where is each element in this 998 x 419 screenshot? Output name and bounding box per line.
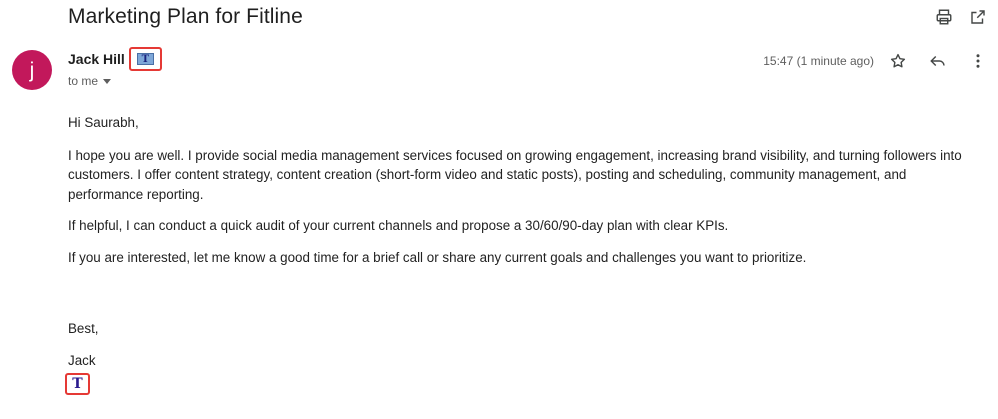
avatar[interactable] <box>12 50 52 90</box>
more-vert-icon[interactable] <box>968 51 988 71</box>
email-subject: Marketing Plan for Fitline <box>68 5 303 28</box>
email-body <box>68 113 978 382</box>
signature-badge-glyph: T <box>72 376 83 392</box>
body-paragraph-2: If helpful, I can conduct a quick audit of your current channels and propose a 30/60/90-day plan with clear KPIs. <box>68 218 729 233</box>
spacer <box>68 279 978 319</box>
recipient-details-toggle[interactable] <box>68 74 111 88</box>
open-in-new-window-icon[interactable] <box>968 7 988 27</box>
message-actions <box>888 51 988 71</box>
body-paragraph-3: If you are interested, let me know a good time for a brief call or share any current goals and challenges you want to prioritize. <box>68 249 807 265</box>
signature-name: Jack <box>68 352 96 368</box>
message-meta <box>763 51 988 71</box>
sender-badge-highlight <box>129 47 162 71</box>
closing: Best, <box>68 321 99 336</box>
star-icon[interactable] <box>888 51 908 71</box>
body-paragraph-1: I hope you are well. I provide social media management services focused on growing engagement, increasing brand visibility, and turning followers into customers. I offer content strategy, content creation (short-form video and static posts), posting and scheduling, community management, and performance reporting. <box>68 147 962 202</box>
sender-badge-glyph: T <box>141 53 150 65</box>
sender-row <box>68 47 162 71</box>
greeting: Hi Saurabh, <box>68 115 139 130</box>
chevron-down-icon <box>103 79 111 84</box>
reply-icon[interactable] <box>928 51 948 71</box>
timestamp: 15:47 (1 minute ago) <box>763 54 874 68</box>
avatar-letter: j <box>29 58 35 82</box>
top-actions <box>934 7 988 27</box>
signature-badge-icon <box>65 373 90 395</box>
sender-badge-icon <box>137 53 154 65</box>
sender-name[interactable]: Jack Hill <box>68 51 125 67</box>
recipient-label: to me <box>68 74 99 88</box>
print-icon[interactable] <box>934 7 954 27</box>
